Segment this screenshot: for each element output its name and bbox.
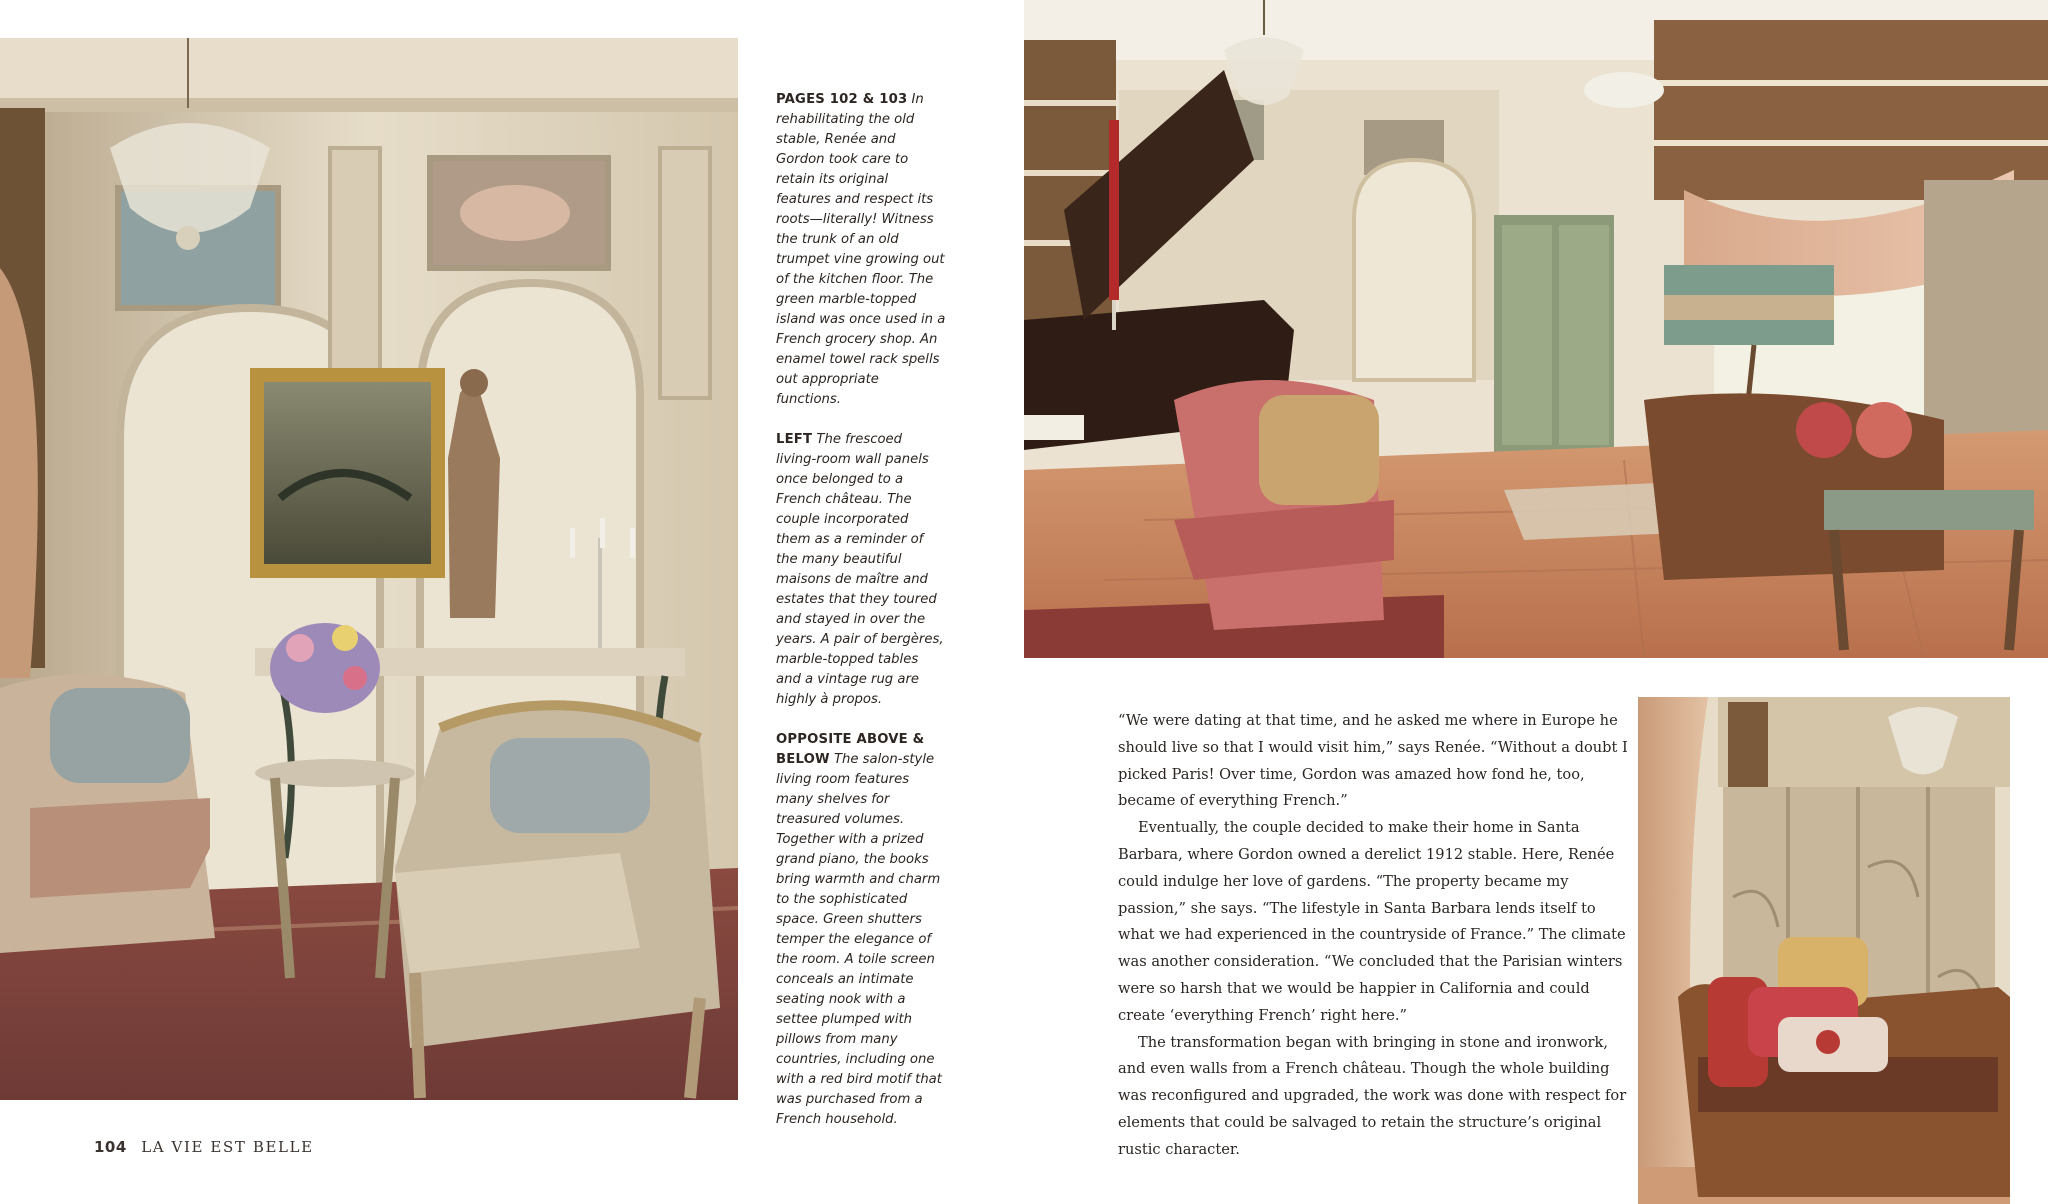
toile-nook-photo xyxy=(1638,697,2010,1204)
salon-piano-photo xyxy=(1024,0,2048,658)
living-room-photo xyxy=(0,38,738,1100)
caption-left xyxy=(776,430,946,710)
body-paragraph: The transformation began with bringing in stone and ironwork, and even walls from a French château. Though the whole building was reconfigured and upgraded, the work was done with respect for elements that could be salvaged to retain the structure’s original rustic character. xyxy=(1118,1033,1627,1158)
body-paragraph: “We were dating at that time, and he asked me where in Europe he should live so that I would visit him,” says Renée. “Without a doubt I picked Paris! Over time, Gordon was amazed how fond he, too, became of everything French.” xyxy=(1118,712,1628,810)
caption-lead: OPPOSITE ABOVE & BELOW xyxy=(776,732,925,767)
body-paragraph: Eventually, the couple decided to make their home in Santa Barbara, where Gordon owned a derelict 1912 stable. Here, Renée could indulge her love of gardens. “The property became my passion,” she says. “The lifestyle in Santa Barbara lends itself to what we had experienced in the countryside of France.” The climate was another consideration. “We concluded that the Parisian winters were so harsh that we would be happier in California and could create ‘everything French’ right here.” xyxy=(1118,819,1626,1024)
page-number: 104 xyxy=(94,1138,127,1156)
caption-column xyxy=(776,90,946,1150)
article-body xyxy=(1118,708,1633,1164)
running-title: LA VIE EST BELLE xyxy=(141,1138,314,1156)
caption-lead: LEFT xyxy=(776,432,813,447)
caption-text: In rehabilitating the old stable, Renée and Gordon took care to retain its original features and respect its roots—literally! Witness the trunk of an old trumpet vine growing out of the kitchen floor. The green marble-topped island was once used in a French grocery shop. An enamel towel rack spells out appropriate functions. xyxy=(776,92,946,407)
page-footer xyxy=(94,1138,314,1156)
caption-opposite xyxy=(776,730,946,1130)
caption-lead: PAGES 102 & 103 xyxy=(776,92,908,107)
caption-text: The salon-style living room features many shelves for treasured volumes. Together with a prized grand piano, the books bring warmth and charm to the sophisticated space. Green shutters temper the elegance of the room. A toile screen conceals an intimate seating nook with a settee plumped with pillows from many countries, including one with a red bird motif that was purchased from a French household. xyxy=(776,752,942,1127)
caption-text: The frescoed living-room wall panels once belonged to a French château. The couple incorporated them as a reminder of the many beautiful maisons de maître and estates that they toured and stayed in over the years. A pair of bergères, marble-topped tables and a vintage rug are highly à propos. xyxy=(776,432,944,707)
caption-pages-102-103 xyxy=(776,90,946,410)
